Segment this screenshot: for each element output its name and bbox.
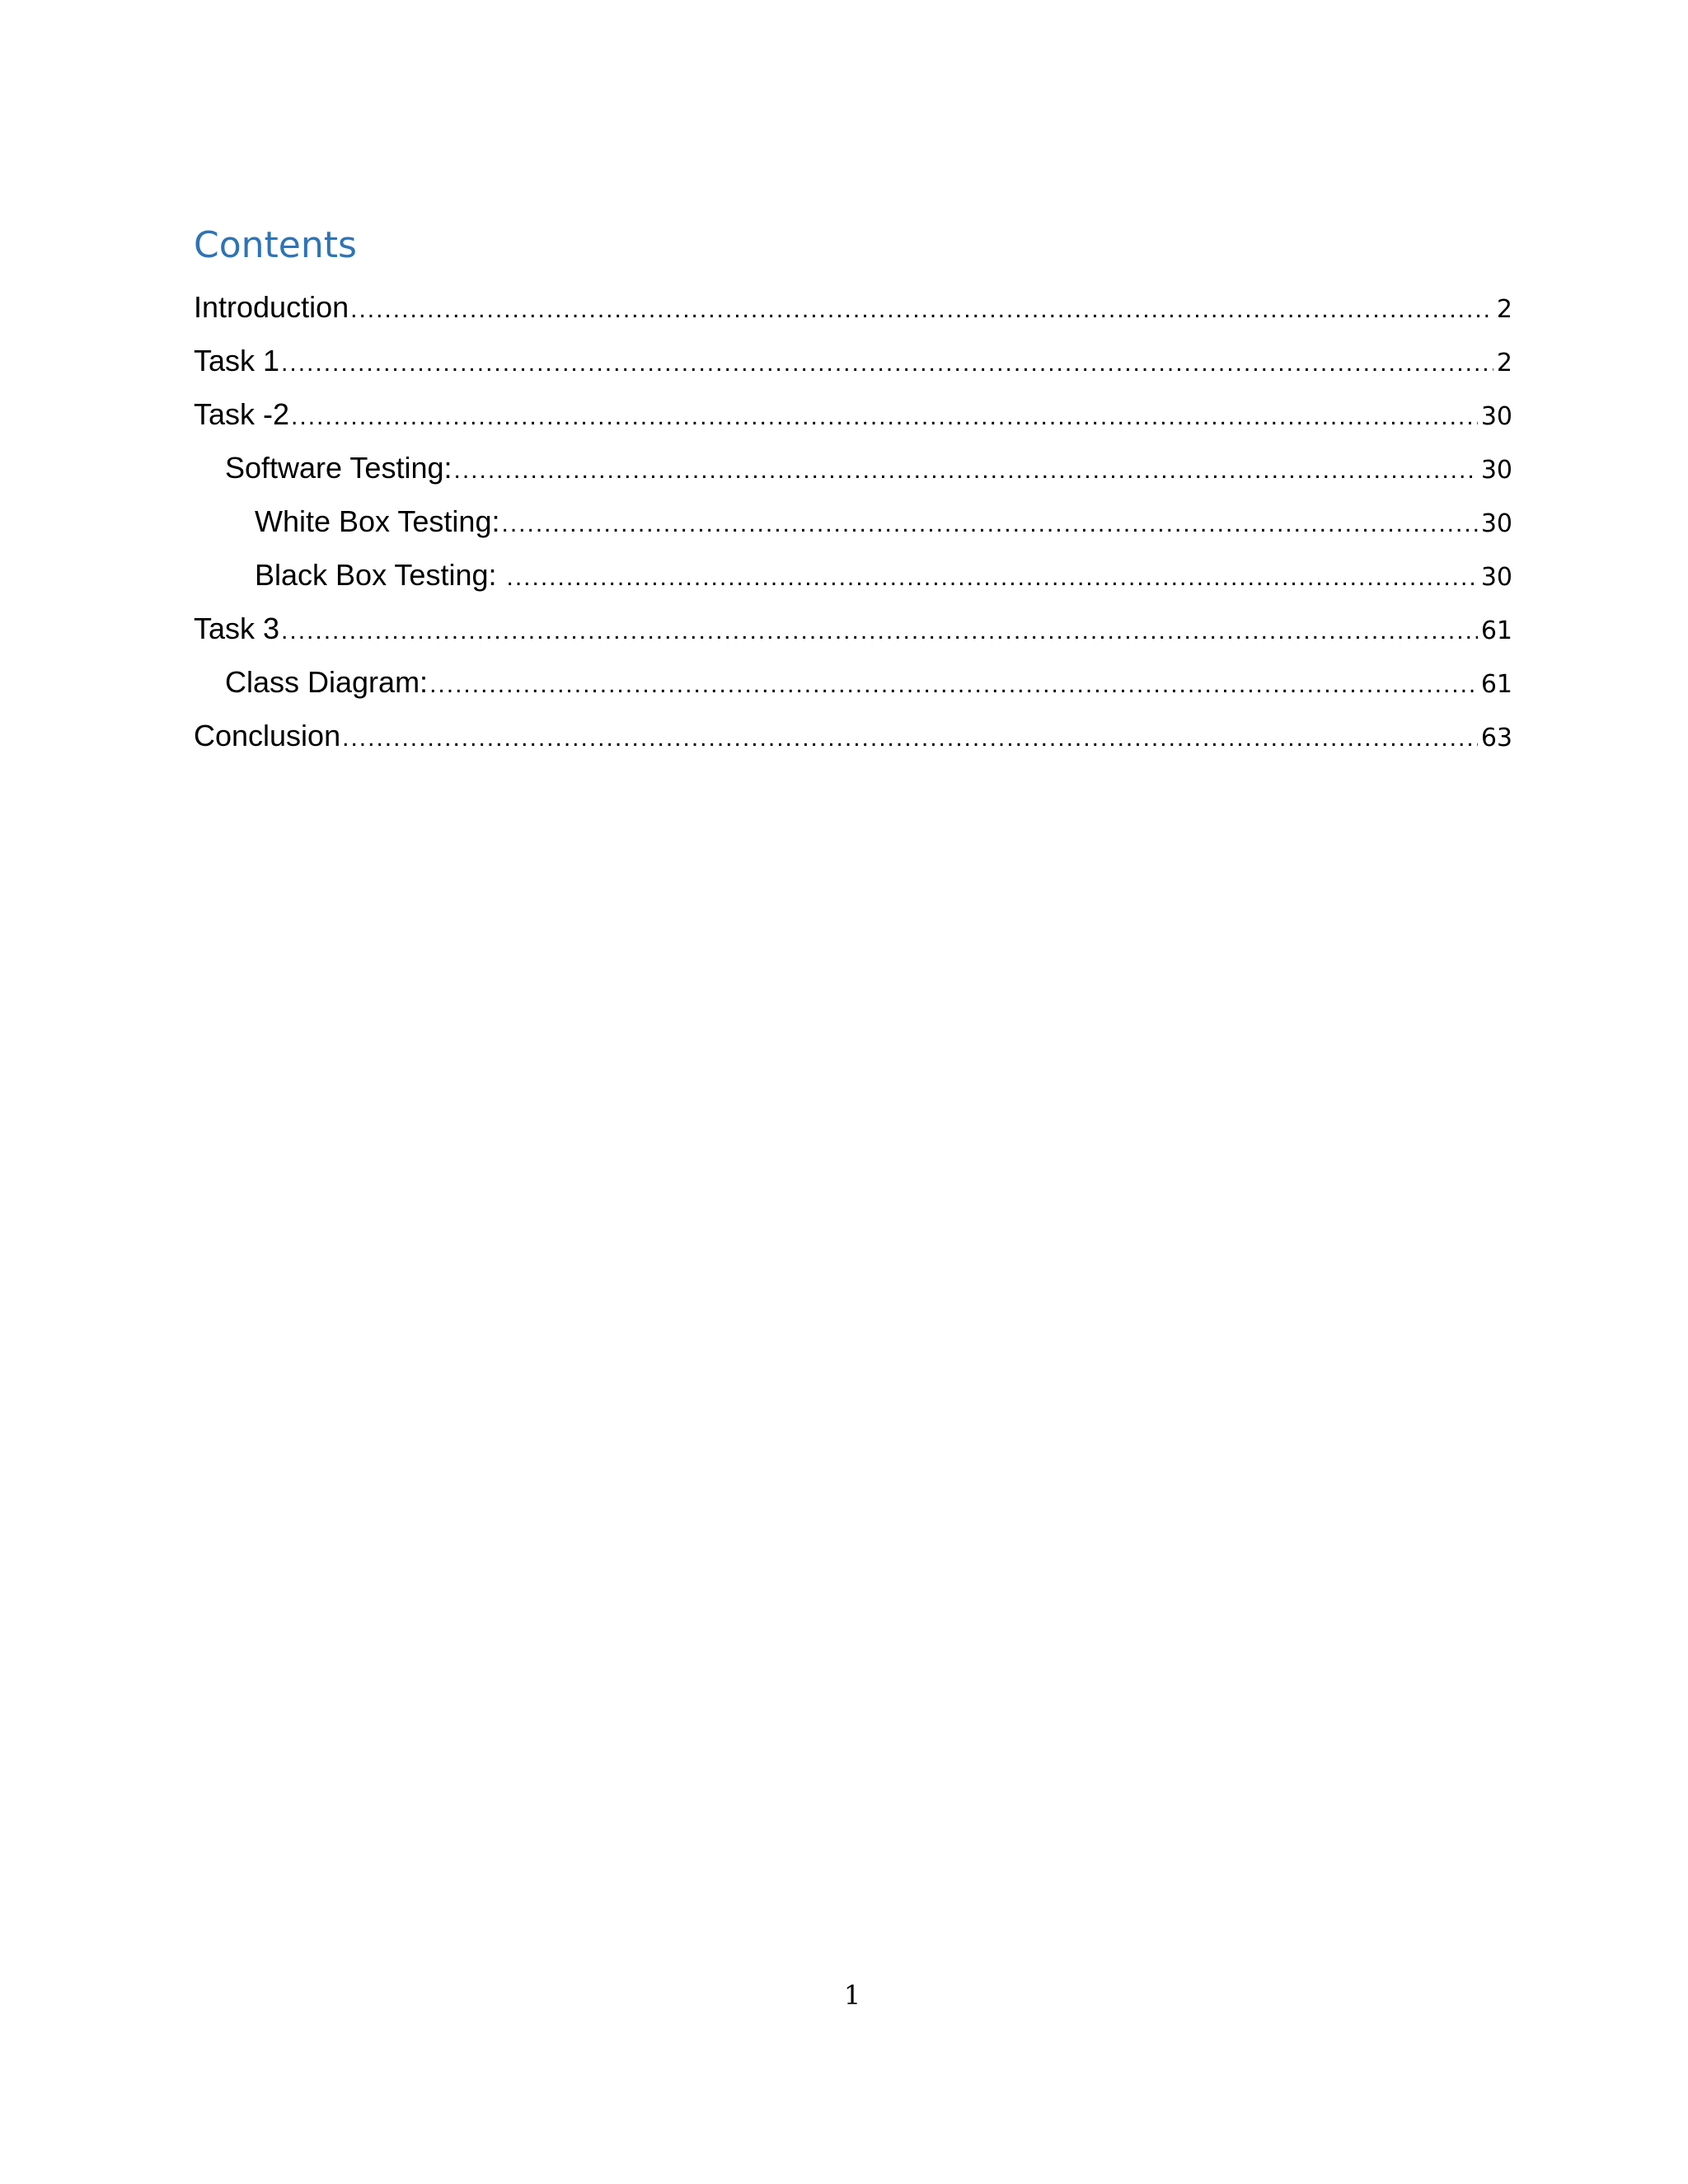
toc-entry-page: 2 <box>1496 349 1512 377</box>
toc-entry-black-box-testing[interactable] <box>194 548 1512 602</box>
toc-dot-leader <box>501 497 1477 551</box>
toc-dot-leader <box>429 658 1478 711</box>
table-of-contents <box>194 280 1512 762</box>
toc-entry-class-diagram[interactable] <box>194 655 1512 709</box>
toc-dot-leader <box>453 443 1477 497</box>
toc-entry-task-1[interactable] <box>194 334 1512 387</box>
toc-entry-label: Introduction <box>194 290 349 324</box>
toc-entry-software-testing[interactable] <box>194 441 1512 494</box>
toc-entry-page: 30 <box>1480 456 1512 485</box>
toc-entry-white-box-testing[interactable] <box>194 494 1512 548</box>
toc-entry-label: Class Diagram: <box>225 665 429 699</box>
toc-entry-label: Task 1 <box>194 344 280 377</box>
toc-entry-page: 30 <box>1480 509 1512 538</box>
toc-entry-label: Conclusion <box>194 719 341 752</box>
toc-entry-page: 2 <box>1496 295 1512 324</box>
page-number: 1 <box>843 1980 861 2011</box>
toc-dot-leader <box>350 283 1493 336</box>
toc-dot-leader <box>342 711 1478 765</box>
toc-entry-label: Black Box Testing: <box>255 558 505 592</box>
toc-dot-leader <box>281 336 1493 390</box>
toc-dot-leader <box>291 390 1478 443</box>
toc-entry-page: 61 <box>1480 616 1512 645</box>
toc-entry-task-3[interactable] <box>194 602 1512 655</box>
toc-entry-page: 30 <box>1480 402 1512 431</box>
toc-entry-page: 63 <box>1480 724 1512 752</box>
toc-entry-introduction[interactable] <box>194 280 1512 334</box>
toc-entry-conclusion[interactable] <box>194 709 1512 762</box>
toc-entry-page: 30 <box>1480 563 1512 592</box>
toc-heading: Contents <box>194 224 357 266</box>
toc-dot-leader <box>507 551 1478 604</box>
toc-entry-task-2[interactable] <box>194 387 1512 441</box>
toc-entry-label: Task -2 <box>194 397 290 431</box>
toc-dot-leader <box>281 604 1478 658</box>
toc-entry-label: White Box Testing: <box>255 504 500 538</box>
toc-entry-label: Software Testing: <box>225 451 452 485</box>
toc-entry-page: 61 <box>1480 670 1512 699</box>
toc-entry-label: Task 3 <box>194 612 280 645</box>
